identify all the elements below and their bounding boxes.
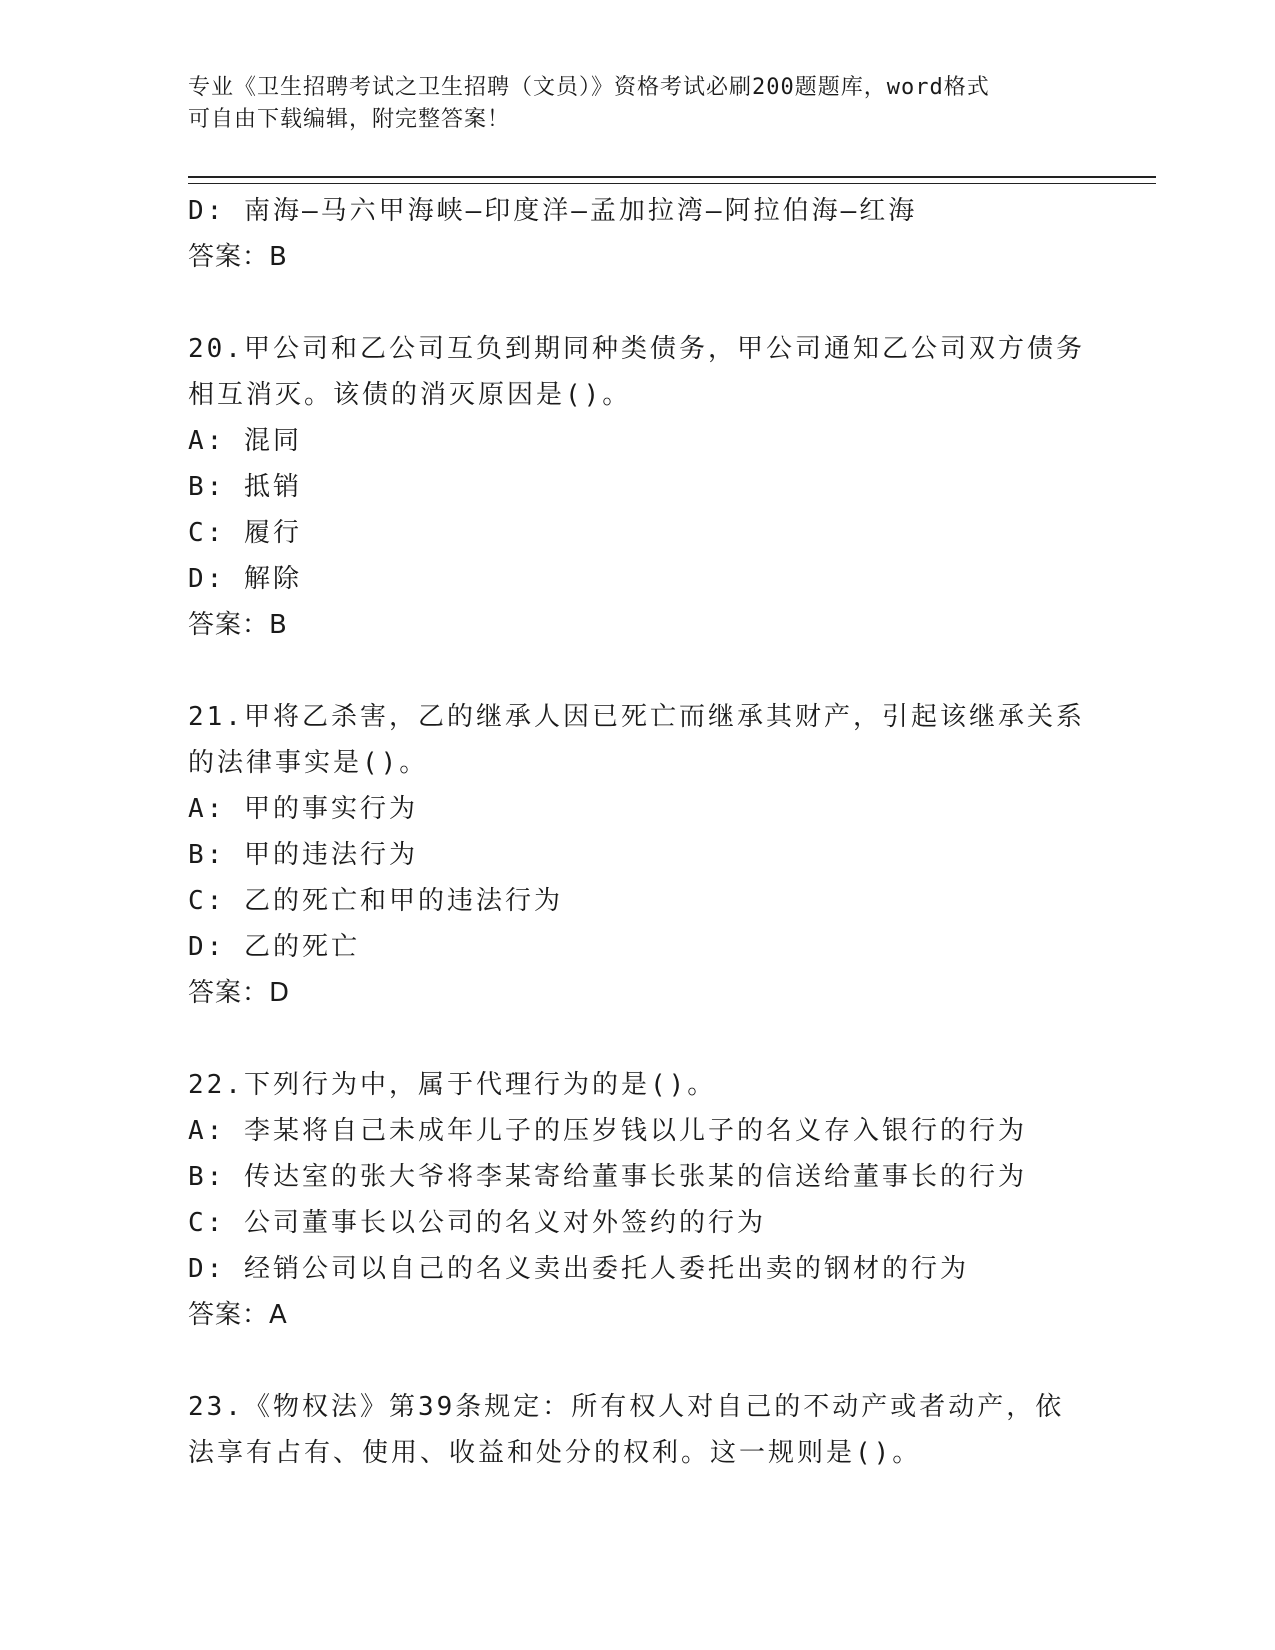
option-d: D: 南海—马六甲海峡—印度洋—孟加拉湾—阿拉伯海—红海	[188, 196, 918, 226]
question-22	[188, 1062, 1088, 1338]
answer-line: 答案：B	[188, 242, 288, 272]
option-d: D: 解除	[188, 564, 302, 594]
answer-line: 答案：D	[188, 978, 291, 1008]
question-21	[188, 694, 1088, 1016]
option-b: B: 抵销	[188, 472, 302, 502]
question-stem: 法享有占有、使用、收益和处分的权利。这一规则是()。	[188, 1438, 922, 1468]
header-title-line-2: 可自由下载编辑，附完整答案！	[188, 107, 511, 132]
option-c: C: 乙的死亡和甲的违法行为	[188, 886, 563, 916]
question-stem: 20.甲公司和乙公司互负到期同种类债务，甲公司通知乙公司双方债务	[188, 334, 1085, 364]
question-stem: 22.下列行为中，属于代理行为的是()。	[188, 1070, 717, 1100]
question-content	[188, 188, 1088, 1476]
header-divider	[188, 176, 1156, 184]
question-stem: 21.甲将乙杀害，乙的继承人因已死亡而继承其财产，引起该继承关系	[188, 702, 1085, 732]
option-b: B: 传达室的张大爷将李某寄给董事长张某的信送给董事长的行为	[188, 1162, 1027, 1192]
option-d: D: 经销公司以自己的名义卖出委托人委托出卖的钢材的行为	[188, 1254, 969, 1284]
question-stem: 的法律事实是()。	[188, 748, 429, 778]
option-c: C: 公司董事长以公司的名义对外签约的行为	[188, 1208, 766, 1238]
option-a: A: 李某将自己未成年儿子的压岁钱以儿子的名义存入银行的行为	[188, 1116, 1027, 1146]
answer-line: 答案：A	[188, 1300, 288, 1330]
option-c: C: 履行	[188, 518, 302, 548]
question-23	[188, 1384, 1088, 1476]
question-stem: 23.《物权法》第39条规定：所有权人对自己的不动产或者动产，依	[188, 1392, 1065, 1422]
question-20	[188, 326, 1088, 648]
option-d: D: 乙的死亡	[188, 932, 360, 962]
option-b: B: 甲的违法行为	[188, 840, 418, 870]
option-a: A: 甲的事实行为	[188, 794, 418, 824]
question-stem: 相互消灭。该债的消灭原因是()。	[188, 380, 632, 410]
header-title-line-1: 专业《卫生招聘考试之卫生招聘（文员）》资格考试必刷200题题库，word格式	[188, 75, 990, 100]
answer-line: 答案：B	[188, 610, 288, 640]
option-a: A: 混同	[188, 426, 302, 456]
page-header	[188, 72, 1068, 136]
previous-question-tail	[188, 188, 1088, 280]
